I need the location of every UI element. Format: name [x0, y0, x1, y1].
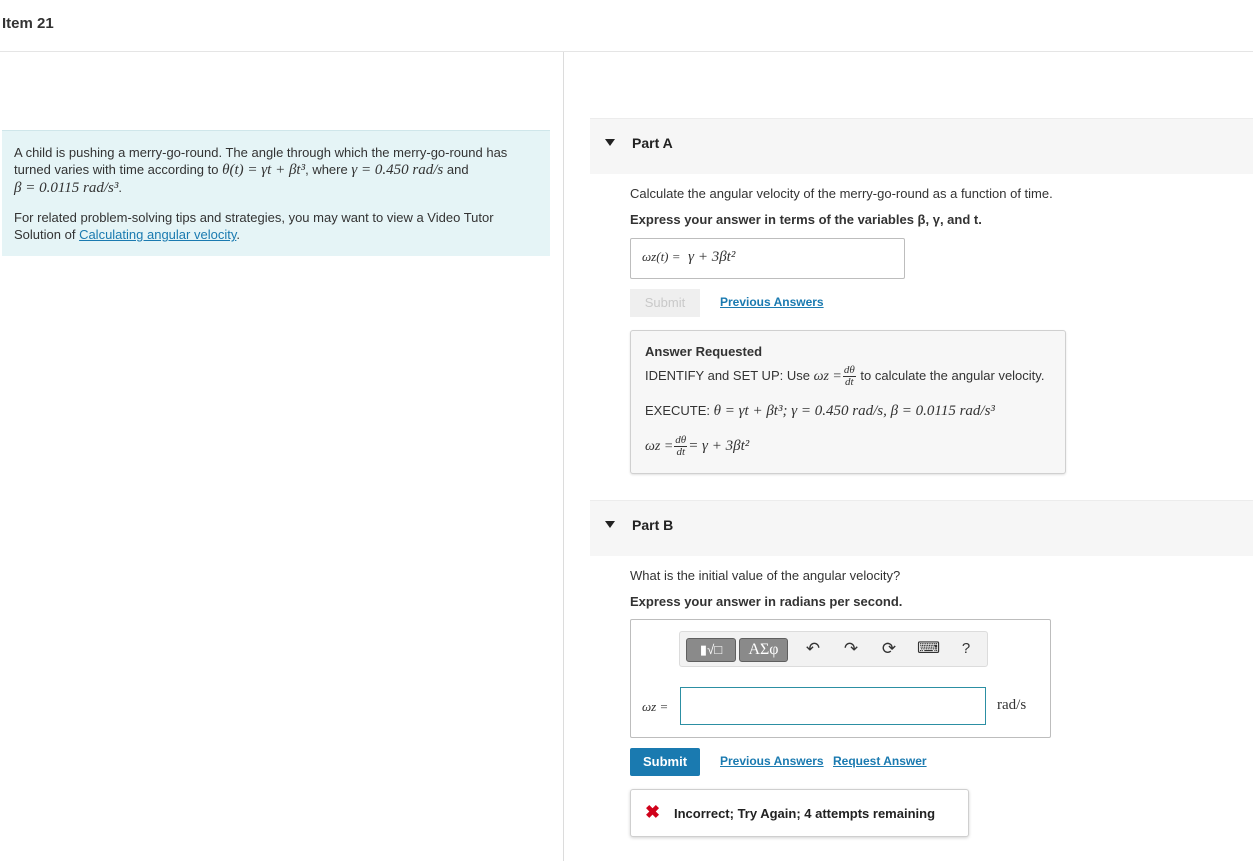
gamma-value: γ = 0.450 rad/s [351, 162, 444, 178]
incorrect-x-icon: ✖ [645, 802, 661, 822]
redo-icon[interactable]: ↷ [843, 639, 859, 658]
column-divider [563, 52, 564, 861]
tips-text-end: . [236, 227, 240, 242]
problem-text-1: A child is pushing a merry-go-round. The angle through which the merry-go-round has turned varies with time according to [14, 145, 508, 177]
result-fraction-numerator: dθ [675, 434, 687, 446]
part-a-answer-value: γ + 3βt² [688, 249, 736, 265]
item-title: Item 21 [2, 15, 54, 32]
reset-icon[interactable]: ⟳ [881, 639, 897, 658]
part-b-instruction: Express your answer in radians per second. [630, 594, 903, 609]
part-a-question: Calculate the angular velocity of the merry-go-round as a function of time. [630, 186, 1053, 201]
identify-prefix: IDENTIFY and SET UP: Use [645, 367, 810, 383]
part-a-previous-answers-link[interactable]: Previous Answers [720, 295, 824, 309]
request-answer-link[interactable]: Request Answer [833, 754, 927, 768]
incorrect-text: Incorrect; Try Again; 4 attempts remaining [674, 806, 936, 821]
part-b-submit-button[interactable]: Submit [630, 748, 700, 776]
answer-requested-feedback [630, 330, 1066, 474]
problem-text-2: , where [305, 162, 348, 177]
result-fraction [674, 435, 687, 458]
result-lhs: ωz = [645, 438, 674, 454]
feedback-title: Answer Requested [645, 344, 763, 359]
math-toolbar [679, 631, 988, 667]
execute-prefix: EXECUTE: [645, 403, 711, 418]
part-a-label: Part A [632, 135, 673, 151]
beta-value: β = 0.0115 rad/s³ [14, 180, 119, 196]
keyboard-icon[interactable]: ⌨ [917, 640, 941, 657]
templates-button[interactable]: ▮√□ [686, 638, 736, 662]
theta-equation: θ(t) = γt + βt³ [222, 162, 306, 178]
d-theta-dt-fraction [843, 365, 856, 388]
execute-equation: θ = γt + βt³; γ = 0.450 rad/s, β = 0.0115 rad/s³ [713, 403, 995, 419]
identify-equation-lhs: ωz = [813, 368, 842, 384]
item-header [0, 0, 1253, 52]
fraction-numerator: dθ [843, 364, 855, 376]
symbols-button[interactable]: ΑΣφ [739, 638, 788, 662]
part-b-input-label: ωz = [642, 699, 669, 714]
video-tutor-link[interactable]: Calculating angular velocity [79, 227, 237, 242]
problem-text-3: and [446, 162, 469, 177]
part-b-answer-area [630, 619, 1051, 738]
undo-icon[interactable]: ↶ [805, 639, 821, 658]
part-b-header[interactable] [590, 500, 1253, 556]
problem-text [14, 144, 538, 197]
problem-statement [2, 130, 550, 256]
collapse-triangle-icon[interactable] [605, 521, 615, 528]
tips-text [14, 209, 538, 243]
fraction-denominator: dt [845, 376, 854, 388]
identify-row [645, 365, 1044, 388]
part-b-answer-input[interactable] [680, 687, 986, 725]
result-fraction-denominator: dt [676, 446, 686, 458]
part-b-question: What is the initial value of the angular velocity? [630, 568, 901, 583]
part-b-previous-answers-link[interactable]: Previous Answers [720, 754, 824, 768]
part-a-header[interactable] [590, 118, 1253, 174]
tips-text-body: For related problem-solving tips and strategies, you may want to view a Video Tutor Solution of [14, 210, 494, 242]
identify-suffix: to calculate the angular velocity. [860, 367, 1045, 383]
help-icon[interactable]: ? [961, 640, 971, 657]
result-rhs: = γ + 3βt² [688, 437, 750, 454]
result-row [645, 435, 749, 458]
part-b-label: Part B [632, 517, 674, 533]
part-a-answer-field [630, 238, 905, 279]
part-a-submit-button[interactable]: Submit [630, 289, 700, 317]
part-b-unit: rad/s [997, 697, 1027, 713]
part-a-answer-label: ωz(t) = [642, 249, 681, 264]
collapse-triangle-icon[interactable] [605, 139, 615, 146]
execute-row [645, 403, 995, 420]
incorrect-feedback [630, 789, 969, 837]
part-a-instruction: Express your answer in terms of the variables β, γ, and t. [630, 212, 982, 227]
problem-text-4: . [118, 180, 122, 195]
